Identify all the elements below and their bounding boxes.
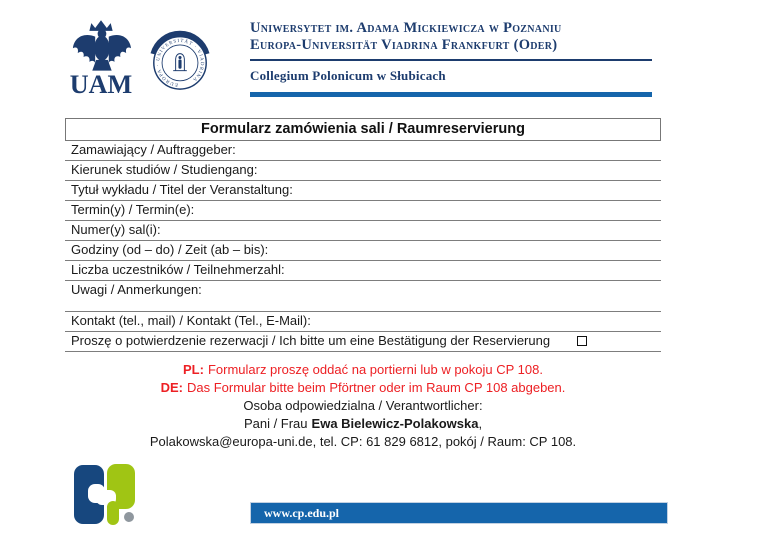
form-row-room-numbers: [65, 221, 661, 241]
responsible-label: Osoba odpowiedzialna / Verantwortlicher:: [243, 398, 483, 413]
person-prefix: Pani / Frau: [243, 416, 308, 431]
form-row-label: Kierunek studiów / Studiengang:: [71, 162, 258, 177]
form-row-contact: [65, 312, 661, 332]
reservation-form: [65, 118, 661, 352]
form-row-label: Godziny (od – do) / Zeit (ab – bis):: [71, 242, 269, 257]
form-row-study-program: [65, 161, 661, 181]
form-row-label: Zamawiający / Auftraggeber:: [71, 142, 236, 157]
viadrina-seal-logo: [147, 23, 213, 95]
responsible-person: [65, 415, 661, 433]
header: [250, 20, 652, 97]
header-divider-thick: [250, 92, 652, 97]
form-row-client: [65, 141, 661, 161]
form-row-label: Liczba uczestników / Teilnehmerzahl:: [71, 262, 285, 277]
uam-eagle-icon: [73, 20, 131, 70]
note-pl: [65, 361, 661, 379]
form-row-label: Uwagi / Anmerkungen:: [71, 282, 202, 297]
form-row-label: Termin(y) / Termin(e):: [71, 202, 195, 217]
form-title: Formularz zamówienia sali / Raumreservierung: [65, 118, 661, 141]
note-de-prefix: DE:: [160, 380, 183, 395]
form-row-hours: [65, 241, 661, 261]
uam-logo-text: UAM: [70, 69, 132, 99]
note-de-text: Das Formular bitte beim Pförtner oder im Raum CP 108 abgeben.: [187, 380, 566, 395]
seal-figure-icon: [178, 56, 181, 69]
website-bar[interactable]: [250, 502, 668, 524]
note-pl-text: Formularz proszę oddać na portierni lub w pokoju CP 108.: [207, 362, 543, 377]
person-suffix: ,: [478, 416, 483, 431]
note-pl-prefix: PL:: [182, 362, 204, 377]
footer-notes: [65, 361, 661, 451]
website-url[interactable]: www.cp.edu.pl: [264, 506, 340, 520]
header-divider-thin: [250, 59, 652, 61]
university-name-line2: Europa-Universität Viadrina Frankfurt (Oder): [250, 36, 558, 53]
confirmation-checkbox[interactable]: [577, 336, 587, 346]
form-row-label: Proszę o potwierdzenie rezerwacji / Ich bitte um eine Bestätigung der Reservierung: [71, 333, 551, 348]
form-row-label: Tytuł wykładu / Titel der Veranstaltung:: [71, 182, 293, 197]
form-row-dates: [65, 201, 661, 221]
form-row-label: Kontakt (tel., mail) / Kontakt (Tel., E-Mail):: [71, 313, 311, 328]
cp-logo-icon: [74, 464, 135, 525]
seal-ring-text: EUROPA · UNIVERSITÄT · VIADRINA: [156, 38, 204, 87]
form-row-remarks: [65, 281, 661, 312]
person-name: Ewa Bielewicz-Polakowska: [311, 416, 479, 431]
form-row-confirmation: [65, 332, 661, 352]
form-row-label: Numer(y) sal(i):: [71, 222, 161, 237]
form-row-lecture-title: [65, 181, 661, 201]
note-de: [65, 379, 661, 397]
uam-logo: [70, 15, 132, 99]
university-name-line1: Uniwersytet im. Adama Mickiewicza w Poznaniu: [250, 20, 562, 36]
contact-line: Polakowska@europa-uni.de, tel. CP: 61 829 6812, pokój / Raum: CP 108.: [149, 434, 577, 449]
cp-logo: [72, 463, 138, 527]
form-row-participants: [65, 261, 661, 281]
collegium-subtitle: Collegium Polonicum w Słubicach: [250, 68, 446, 83]
